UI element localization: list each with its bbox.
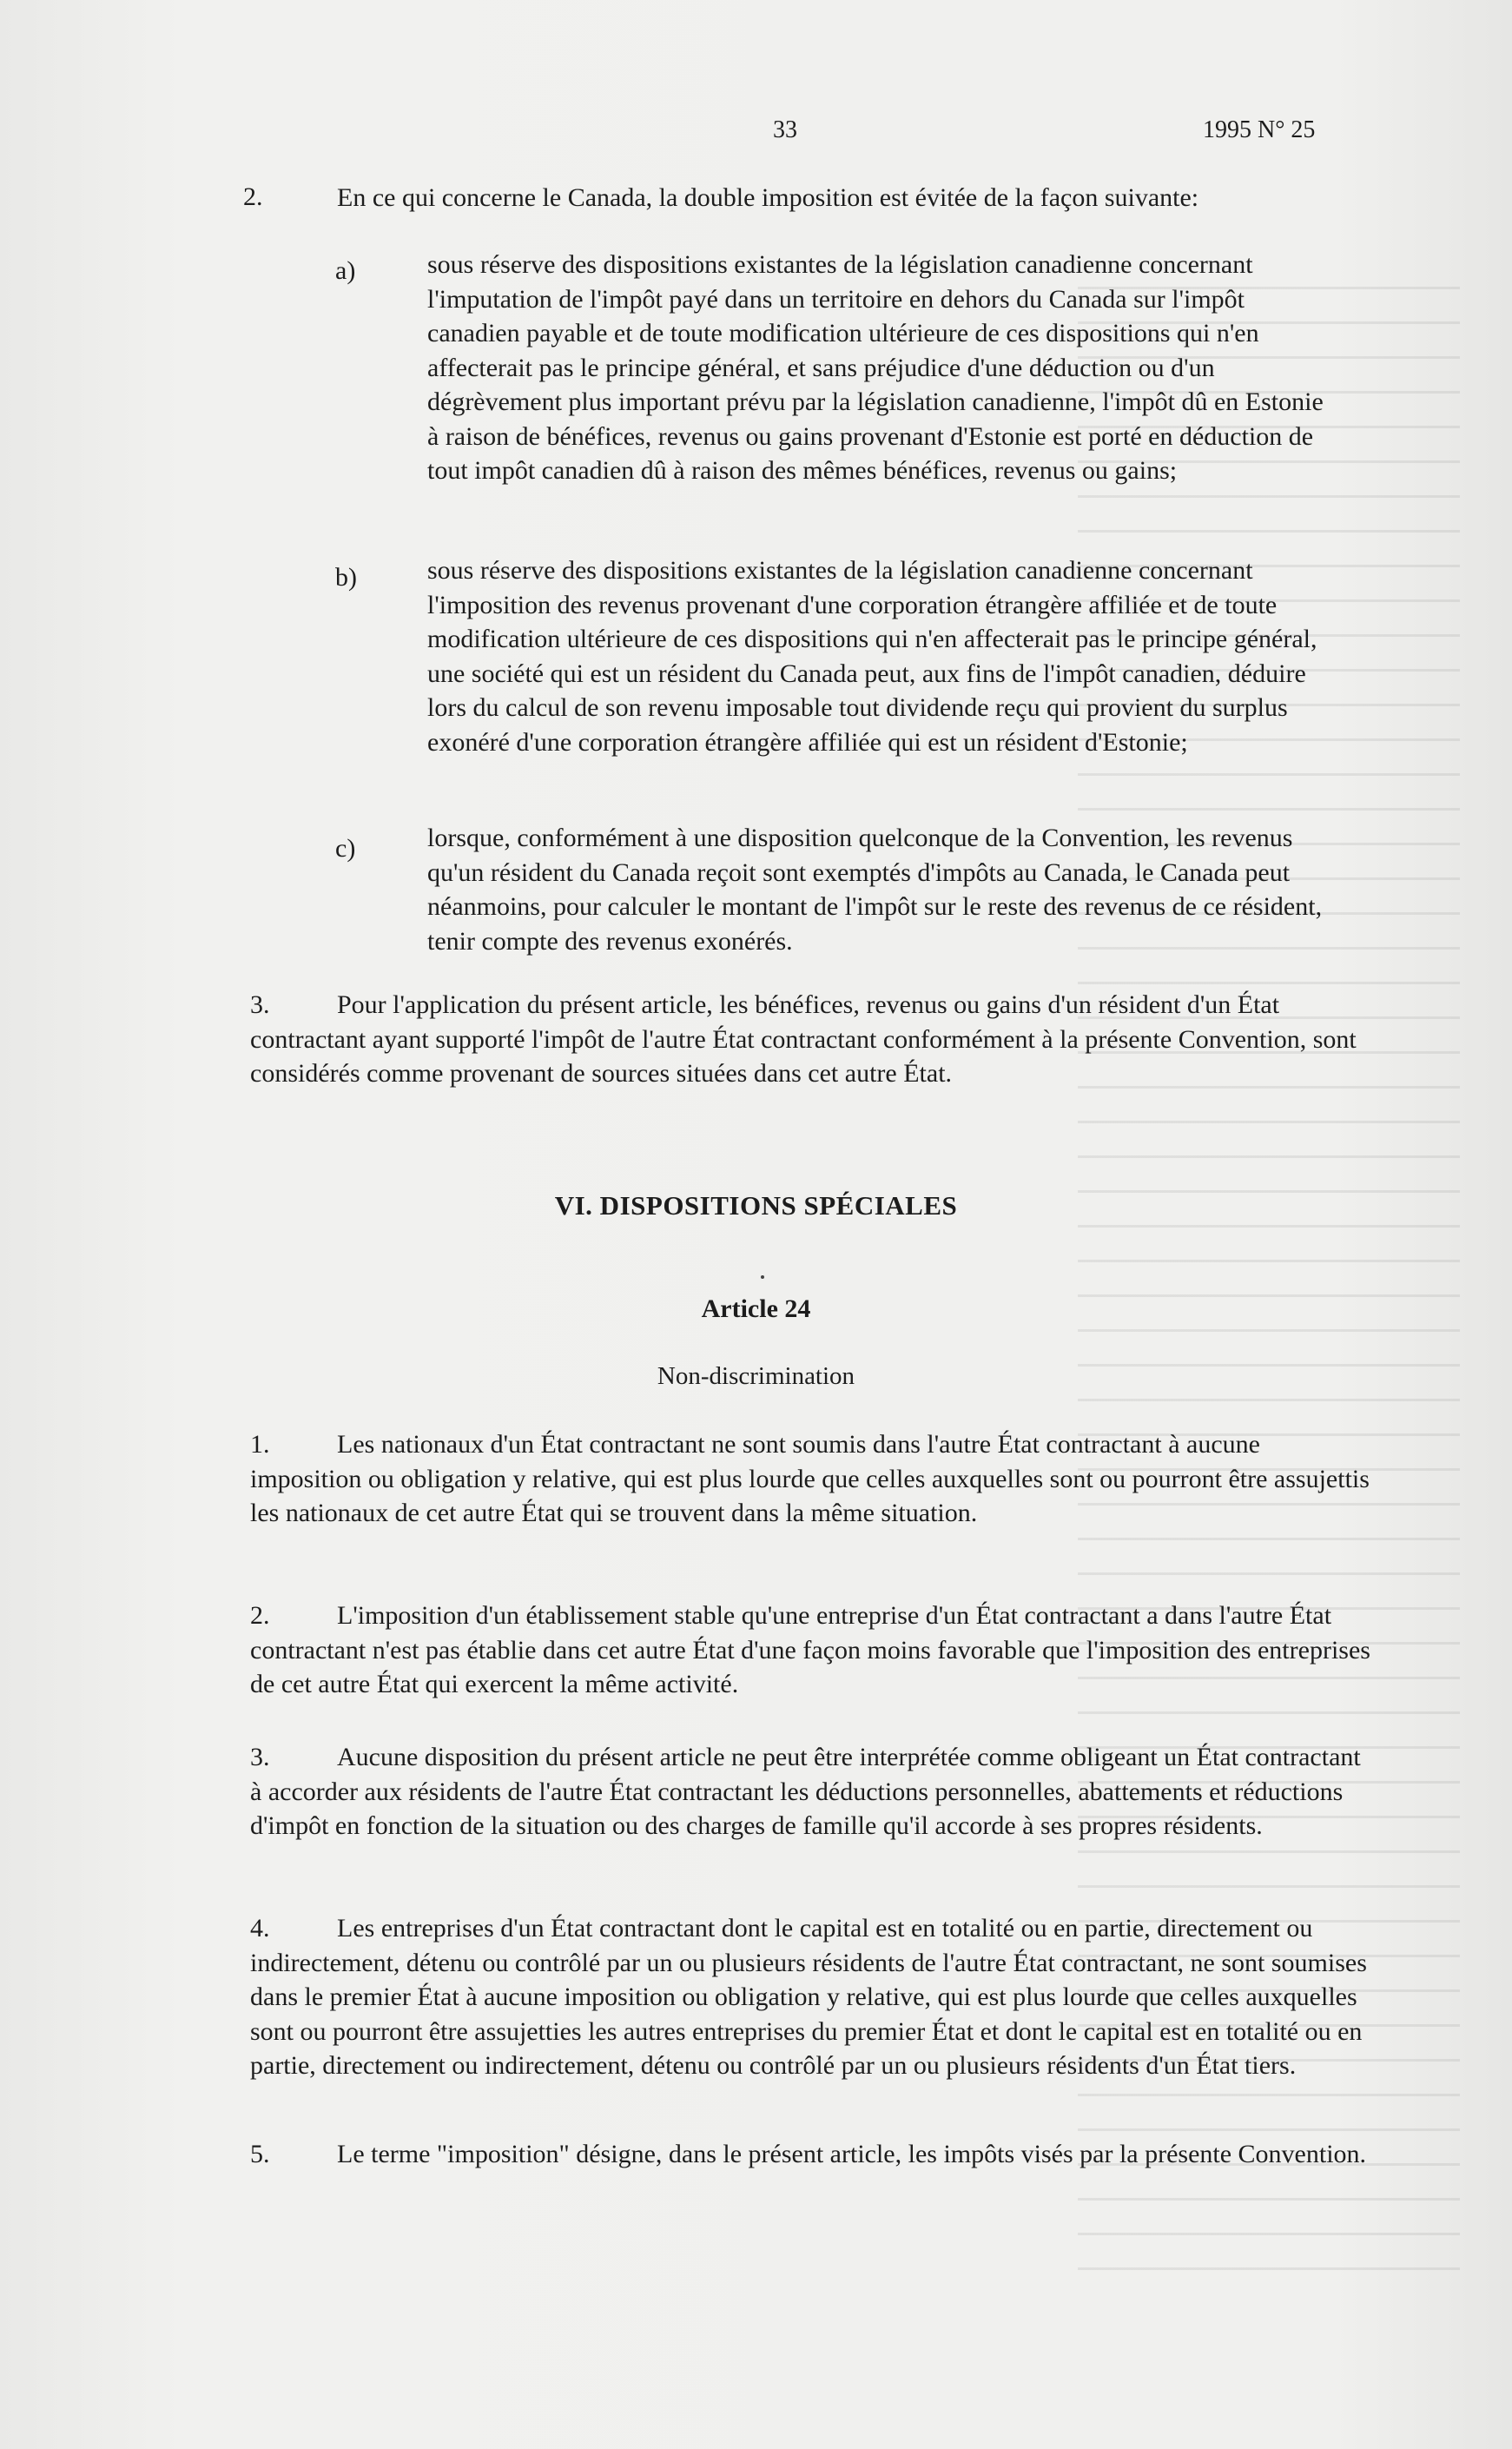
paragraph <box>250 988 1370 1091</box>
paragraph-number: 3. <box>250 990 270 1019</box>
article-paragraph <box>250 1598 1370 1702</box>
paragraph-text: Pour l'application du présent article, les bénéfices, revenus ou gains d'un résident d'un État contractant ayant supporté l'impôt de l'autre État contractant conformément à la présente Convention, sont considérés comme provenant de sources situées dans cet autre État. <box>250 990 1357 1088</box>
section-title: VI. DISPOSITIONS SPÉCIALES <box>554 1190 958 1221</box>
article-paragraph <box>250 1427 1370 1531</box>
paragraph-number: 2. <box>243 182 263 211</box>
paragraph-number: 2. <box>250 1601 270 1630</box>
article-paragraph <box>250 1740 1370 1843</box>
speck <box>761 1275 764 1279</box>
paragraph-text: Les entreprises d'un État contractant dont le capital est en totalité ou en partie, directement ou indirectement, détenu ou contrôlé par un ou plusieurs résidents de l'autre État contractant, ne sont soumises dans le premier État à aucune imposition ou obligation y relative, qui est plus lourde que celles auxquelles sont ou pourront être assujetties les autres entreprises du premier État et dont le capital est en totalité ou en partie, directement ou indirectement, détenu ou contrôlé par un ou plusieurs résidents d'un État tiers. <box>250 1914 1367 2080</box>
article-title: Article 24 <box>701 1294 811 1323</box>
list-item-text: sous réserve des dispositions existantes de la législation canadienne concernant l'imputation de l'impôt payé dans un territoire en dehors du Canada sur l'impôt canadien payable et de toute modification ultérieure de ces dispositions qui n'en affecterait pas le principe général, et sans préjudice d'une déduction ou d'un dégrèvement plus important prévu par la législation canadienne, l'impôt dû en Estonie à raison de bénéfices, revenus ou gains provenant d'Estonie est porté en déduction de tout impôt canadien dû à raison des mêmes bénéfices, revenus ou gains; <box>427 250 1324 485</box>
paragraph-number: 5. <box>250 2140 270 2168</box>
paragraph-text: En ce qui concerne le Canada, la double imposition est évitée de la façon suivante: <box>337 183 1199 212</box>
series-reference: 1995 N° 25 <box>1203 116 1316 143</box>
article-paragraph <box>250 1911 1370 2083</box>
list-item-text: sous réserve des dispositions existantes de la législation canadienne concernant l'imposition des revenus provenant d'une corporation étrangère affiliée et de toute modification ultérieure de ces dispositions qui n'en affecterait pas le principe général, une société qui est un résident du Canada peut, aux fins de l'impôt canadien, déduire lors du calcul de son revenu imposable tout dividende reçu qui provient du surplus exonéré d'une corporation étrangère affiliée qui est un résident d'Estonie; <box>427 556 1317 757</box>
paragraph-number: 1. <box>250 1430 270 1459</box>
paragraph-text: L'imposition d'un établissement stable qu'une entreprise d'un État contractant a dans l'autre État contractant n'est pas établie dans cet autre État d'une façon moins favorable que l'imposition des entreprises de cet autre État qui exercent la même activité. <box>250 1601 1370 1698</box>
list-item-label: b) <box>335 563 357 592</box>
paragraph-number: 4. <box>250 1914 270 1943</box>
list-item-label: a) <box>335 256 356 285</box>
article-paragraph <box>250 2137 1370 2172</box>
article-subtitle: Non-discrimination <box>657 1362 855 1390</box>
paragraph-text: Les nationaux d'un État contractant ne sont soumis dans l'autre État contractant à aucune imposition ou obligation y relative, qui est plus lourde que celles auxquelles sont ou pourront être assujettis les nationaux de cet autre État qui se trouvent dans la même situation. <box>250 1430 1370 1527</box>
paragraph-number: 3. <box>250 1743 270 1771</box>
list-item-label: c) <box>335 834 356 863</box>
list-item-text: lorsque, conformément à une disposition quelconque de la Convention, les revenus qu'un résident du Canada reçoit sont exemptés d'impôts au Canada, le Canada peut néanmoins, pour calculer le montant de l'impôt sur le reste des revenus de ce résident, tenir compte des revenus exonérés. <box>427 824 1323 956</box>
paragraph-text: Aucune disposition du présent article ne peut être interprétée comme obligeant un État contractant à accorder aux résidents de l'autre État contractant les déductions personnelles, abattements et réductions d'impôt en fonction de la situation ou des charges de famille qu'il accorde à ses propres résidents. <box>250 1743 1361 1840</box>
page-number: 33 <box>773 116 797 143</box>
paragraph-text: Le terme "imposition" désigne, dans le présent article, les impôts visés par la présente Convention. <box>337 2140 1367 2168</box>
